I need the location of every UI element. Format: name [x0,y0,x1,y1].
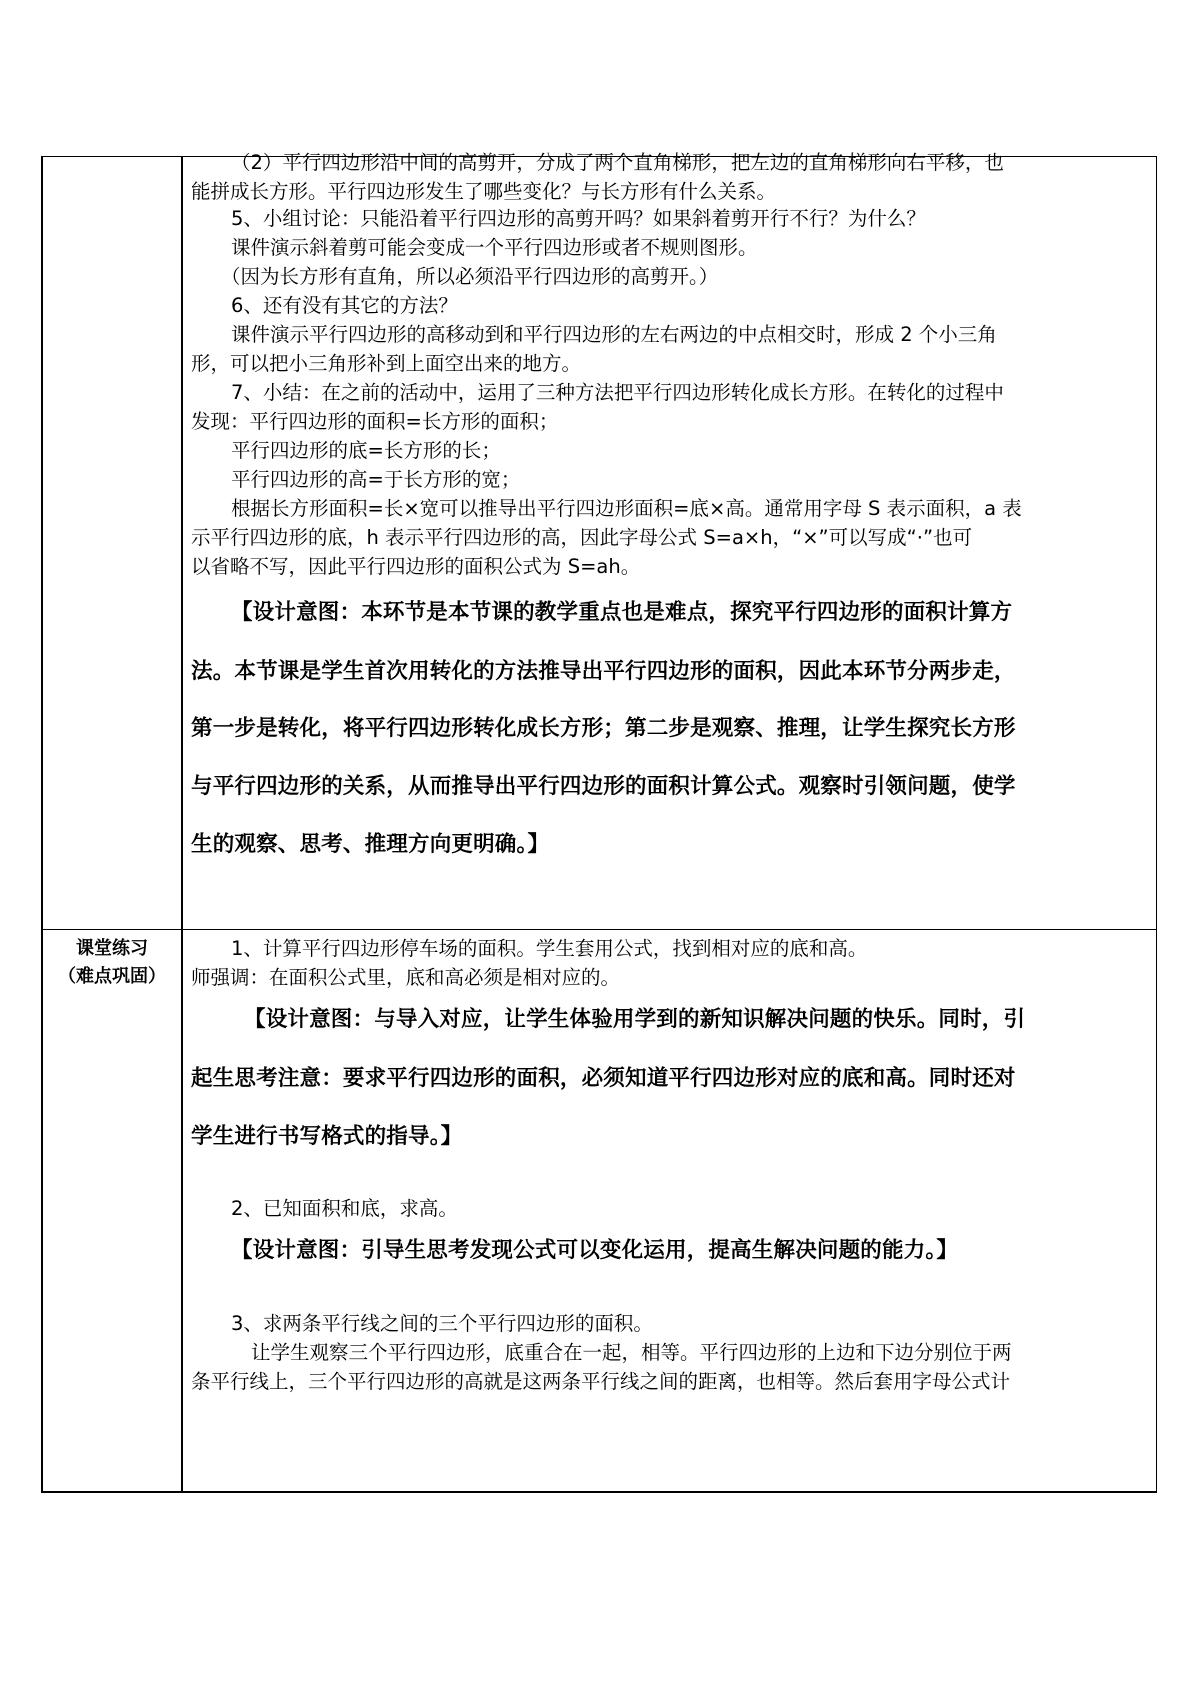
design-intent-line: 与平行四边形的关系，从而推导出平行四边形的面积计算公式。观察时引领问题，使学 [191,774,1016,799]
text-line: 7、小结：在之前的活动中，运用了三种方法把平行四边形转化成长方形。在转化的过程中 [231,381,1004,404]
text-line: 课件演示平行四边形的高移动到和平行四边形的左右两边的中点相交时，形成 2 个小三角 [231,323,997,346]
text-line: 根据长方形面积=长×宽可以推导出平行四边形面积=底×高。通常用字母 S 表示面积，a 表 [231,497,1022,520]
text-line: 3、求两条平行线之间的三个平行四边形的面积。 [231,1312,653,1335]
text-line: 示平行四边形的底，h 表示平行四边形的高，因此字母公式 S=a×h，“×”可以写成“·”也可 [191,526,973,549]
text-line: 让学生观察三个平行四边形，底重合在一起，相等。平行四边形的上边和下边分别位于两 [251,1341,1012,1364]
design-intent-line: 起生思考注意：要求平行四边形的面积，必须知道平行四边形对应的底和高。同时还对 [191,1066,1016,1091]
text-line: 能拼成长方形。平行四边形发生了哪些变化？与长方形有什么关系。 [191,180,777,203]
table-column-divider [181,156,183,1493]
design-intent-line: 学生进行书写格式的指导。】 [191,1124,463,1149]
text-line: 1、计算平行四边形停车场的面积。学生套用公式，找到相对应的底和高。 [231,937,868,960]
row-label-line: 课堂练习 [76,938,148,959]
design-intent-line: 生的观察、思考、推理方向更明确。】 [191,832,550,857]
text-line: 师强调：在面积公式里，底和高必须是相对应的。 [191,966,621,989]
design-intent-line: 第一步是转化，将平行四边形转化成长方形；第二步是观察、推理，让学生探究长方形 [191,716,1016,741]
text-line: 2、已知面积和底，求高。 [231,1197,458,1220]
text-line: 形，可以把小三角形补到上面空出来的地方。 [191,352,582,375]
text-line: 条平行线上，三个平行四边形的高就是这两条平行线之间的距离，也相等。然后套用字母公式计 [191,1370,1011,1393]
design-intent-line: 法。本节课是学生首次用转化的方法推导出平行四边形的面积，因此本环节分两步走， [191,659,1016,684]
text-line: 6、还有没有其它的方法？ [231,294,458,317]
table-bottom-border [41,1491,1157,1493]
text-line: 5、小组讨论：只能沿着平行四边形的高剪开吗？如果斜着剪开行不行？为什么？ [231,207,926,230]
row-label-line: （难点巩固） [58,966,166,987]
design-intent-line: 【设计意图：引导生思考发现公式可以变化运用，提高生解决问题的能力。】 [231,1238,959,1263]
design-intent-line: 【设计意图：与导入对应，让学生体验用学到的新知识解决问题的快乐。同时，引 [244,1007,1026,1032]
text-line: （因为长方形有直角，所以必须沿平行四边形的高剪开。） [221,265,719,288]
table-row-divider [41,929,1157,930]
table-right-border [1156,156,1157,1493]
text-line: 平行四边形的底=长方形的长； [231,439,501,462]
row-label-practice [42,935,182,991]
design-intent-line: 【设计意图：本环节是本节课的教学重点也是难点，探究平行四边形的面积计算方 [231,600,1013,625]
text-line: 以省略不写，因此平行四边形的面积公式为 S=ah。 [191,555,641,578]
text-line: 发现：平行四边形的面积=长方形的面积； [191,410,559,433]
text-line: 平行四边形的高=于长方形的宽； [231,468,521,491]
text-line: 课件演示斜着剪可能会变成一个平行四边形或者不规则图形。 [231,236,758,259]
table-left-border [41,156,43,1493]
text-line: （2）平行四边形沿中间的高剪开，分成了两个直角梯形，把左边的直角梯形向右平移，也 [231,151,1004,174]
